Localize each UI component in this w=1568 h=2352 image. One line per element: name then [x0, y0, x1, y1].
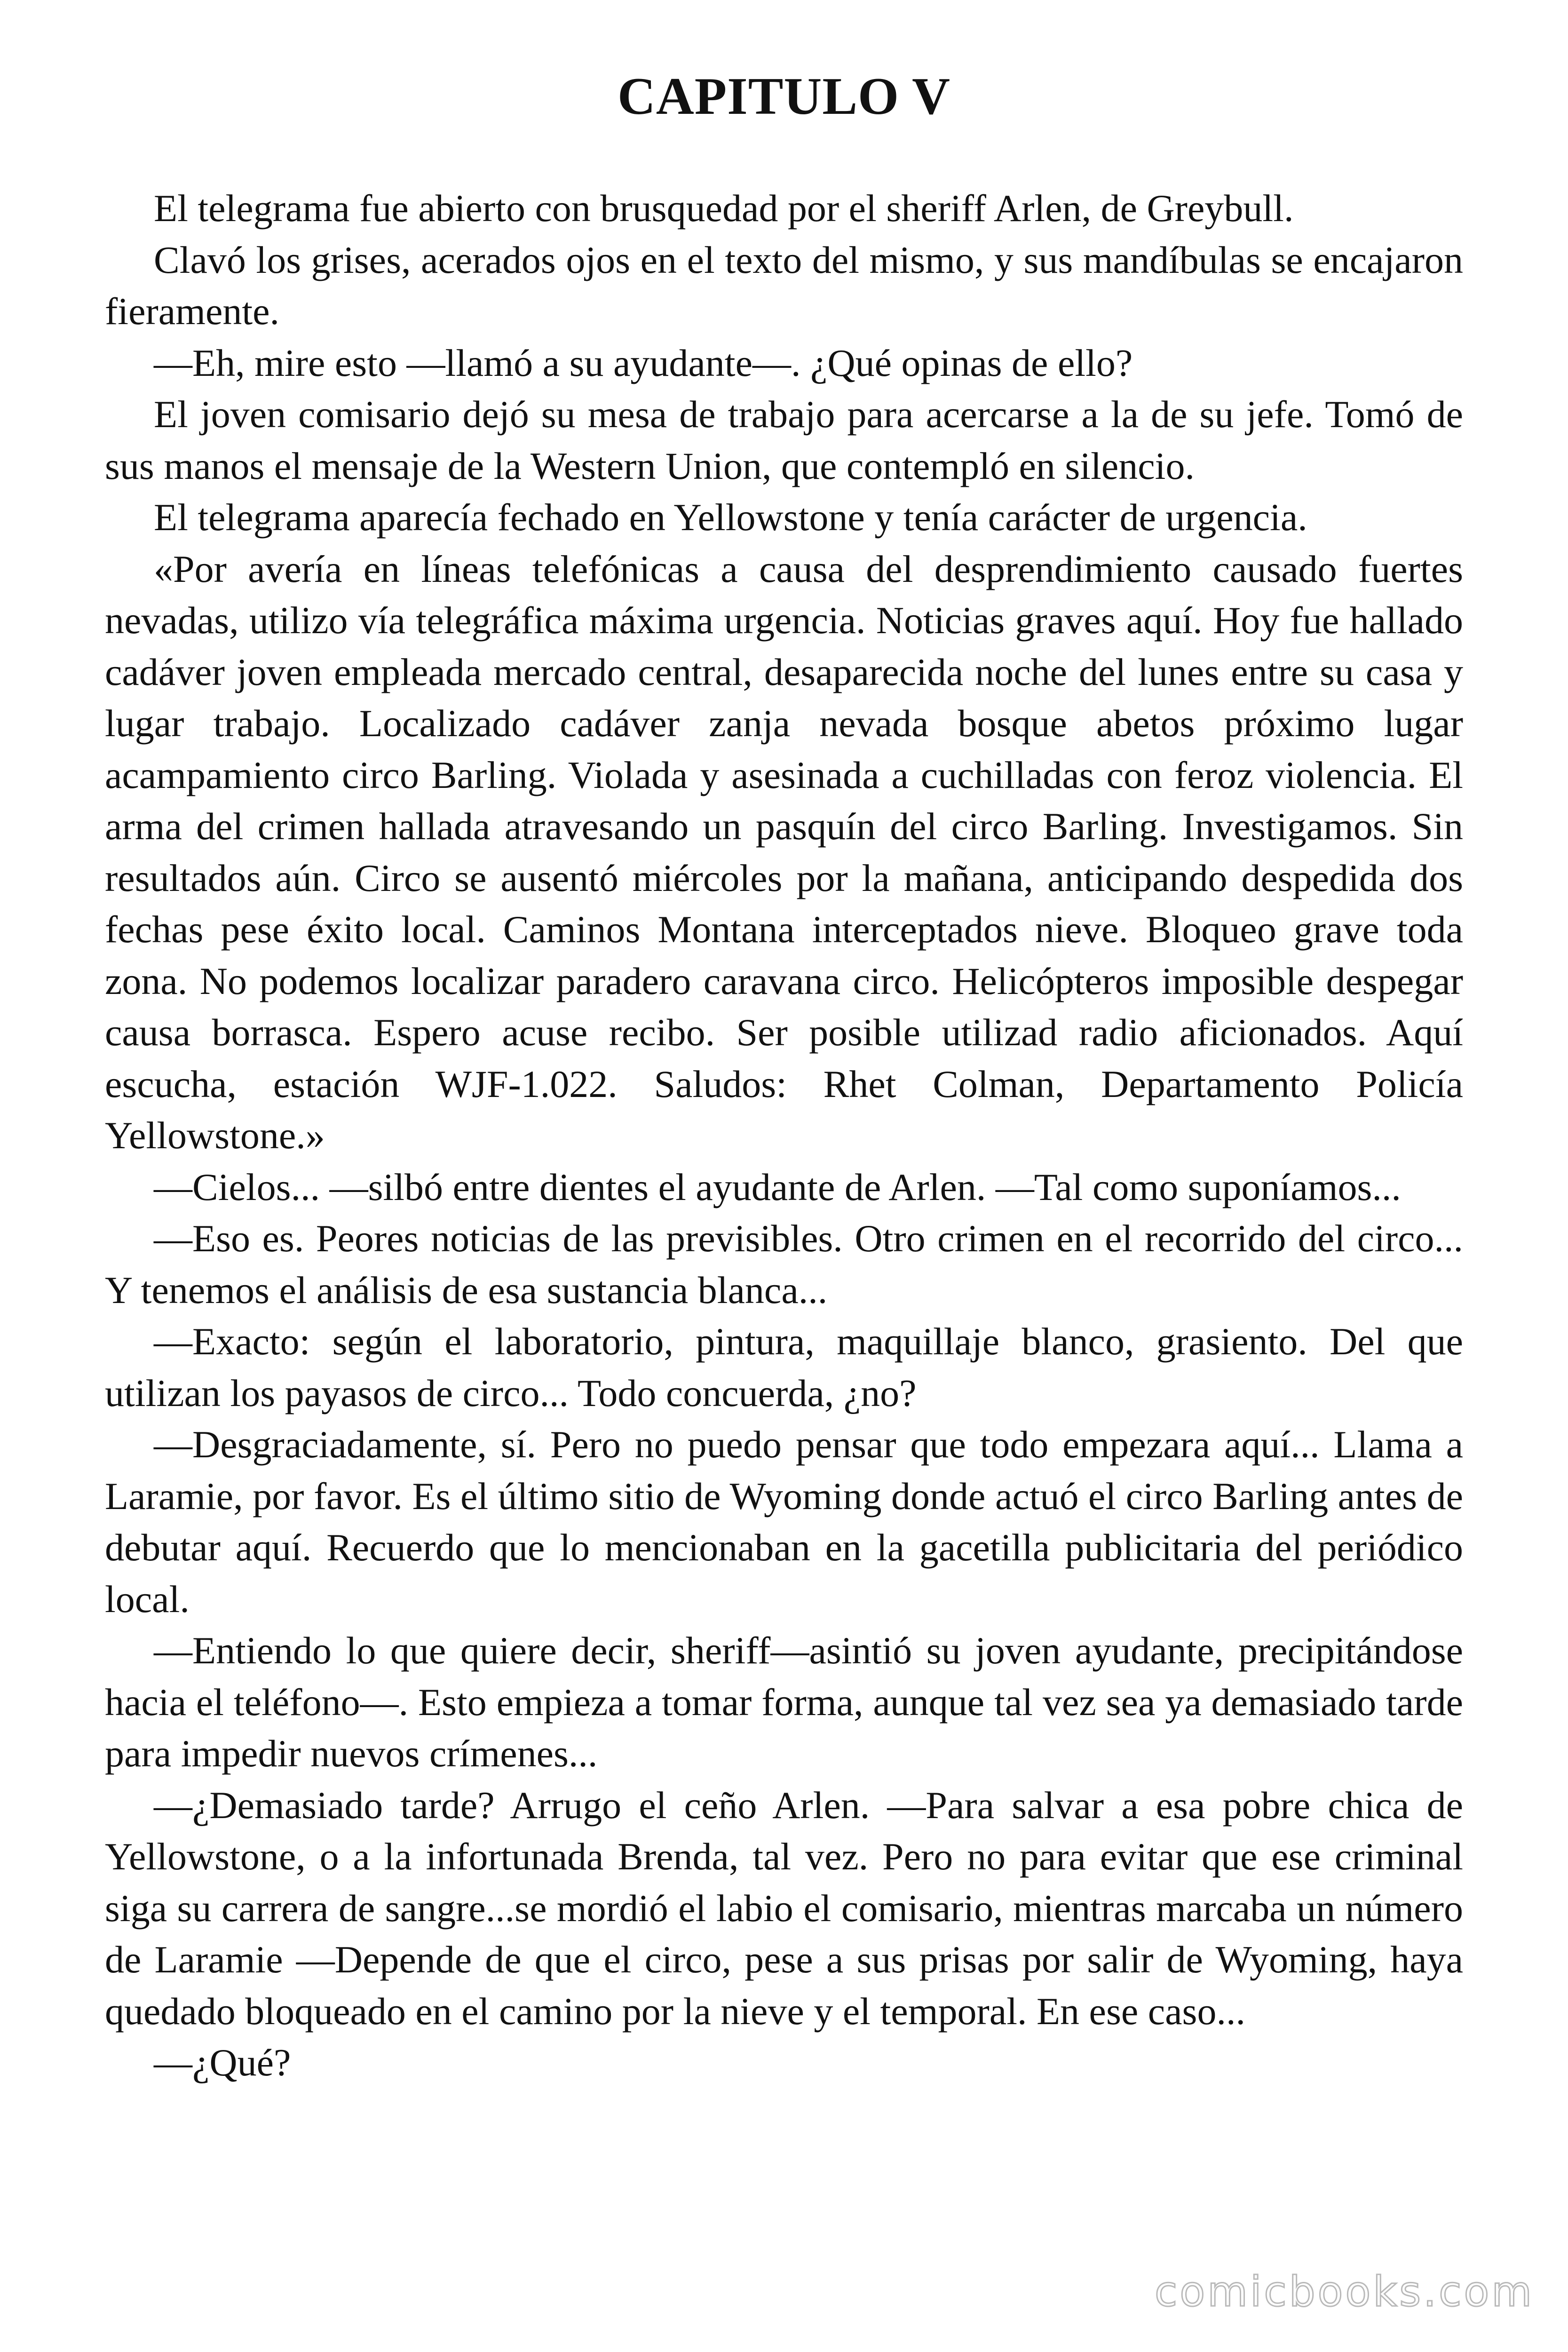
- paragraph: —Eh, mire esto —llamó a su ayudante—. ¿Qué opinas de ello?: [154, 341, 1133, 384]
- paragraph: Clavó los grises, acerados ojos en el texto del mismo, y sus mandíbulas se encajaron fieramente.: [105, 238, 1463, 333]
- chapter-title: CAPITULO V: [617, 67, 951, 126]
- paragraph: —Exacto: según el laboratorio, pintura, maquillaje blanco, grasiento. Del que utilizan los payasos de circo... Todo concuerda, ¿no?: [105, 1320, 1463, 1414]
- paragraph: El telegrama fue abierto con brusquedad por el sheriff Arlen, de Greybull.: [154, 187, 1294, 230]
- paragraph: «Por avería en líneas telefónicas a causa del desprendimiento causado fuertes nevadas, utilizo vía telegráfica máxima urgencia. Noticias graves aquí. Hoy fue hallado cadáver joven empleada mercado central, desaparecida noche del lunes entre su casa y lugar trabajo. Localizado cadáver zanja nevada bosque abetos próximo lugar acampamiento circo Barling. Violada y asesinada a cuchilladas con feroz violencia. El arma del crimen hallada atravesando un pasquín del circo Barling. Investigamos. Sin resultados aún. Circo se ausentó miércoles por la mañana, anticipando despedida dos fechas pese éxito local. Caminos Montana interceptados nieve. Bloqueo grave toda zona. No podemos localizar paradero caravana circo. Helicópteros imposible despegar causa borrasca. Espero acuse recibo. Ser posible utilizad radio aficionados. Aquí escucha, estación WJF-1.022. Saludos: Rhet Colman, Departamento Policía Yellowstone.»: [105, 547, 1463, 1157]
- watermark: comicbooks.com: [1155, 2267, 1535, 2316]
- paragraph: —¿Demasiado tarde? Arrugo el ceño Arlen. —Para salvar a esa pobre chica de Yellowstone, o a la infortunada Brenda, tal vez. Pero no para evitar que ese criminal siga su carrera de sangre...se mordió el labio el comisario, mientras marcaba un número de Laramie —Depende de que el circo, pese a sus prisas por salir de Wyoming, haya quedado bloqueado en el camino por la nieve y el temporal. En ese caso...: [105, 1783, 1463, 2033]
- paragraph: El telegrama aparecía fechado en Yellowstone y tenía carácter de urgencia.: [154, 496, 1307, 539]
- paragraph: —Desgraciadamente, sí. Pero no puedo pensar que todo empezara aquí... Llama a Laramie, por favor. Es el último sitio de Wyoming donde actuó el circo Barling antes de debutar aquí. Recuerdo que lo mencionaban en la gacetilla publicitaria del periódico local.: [105, 1423, 1463, 1621]
- paragraph: —Entiendo lo que quiere decir, sheriff—asintió su joven ayudante, precipitándose hacia el teléfono—. Esto empieza a tomar forma, aunque tal vez sea ya demasiado tarde para impedir nuevos crímenes...: [105, 1629, 1463, 1775]
- paragraph: El joven comisario dejó su mesa de trabajo para acercarse a la de su jefe. Tomó de sus manos el mensaje de la Western Union, que contempló en silencio.: [105, 393, 1463, 487]
- body-text: [105, 183, 1463, 2089]
- paragraph: —Eso es. Peores noticias de las previsibles. Otro crimen en el recorrido del circo... Y tenemos el análisis de esa sustancia blanca...: [105, 1217, 1463, 1311]
- paragraph: —Cielos... —silbó entre dientes el ayudante de Arlen. —Tal como suponíamos...: [154, 1165, 1401, 1208]
- paragraph: —¿Qué?: [154, 2041, 291, 2084]
